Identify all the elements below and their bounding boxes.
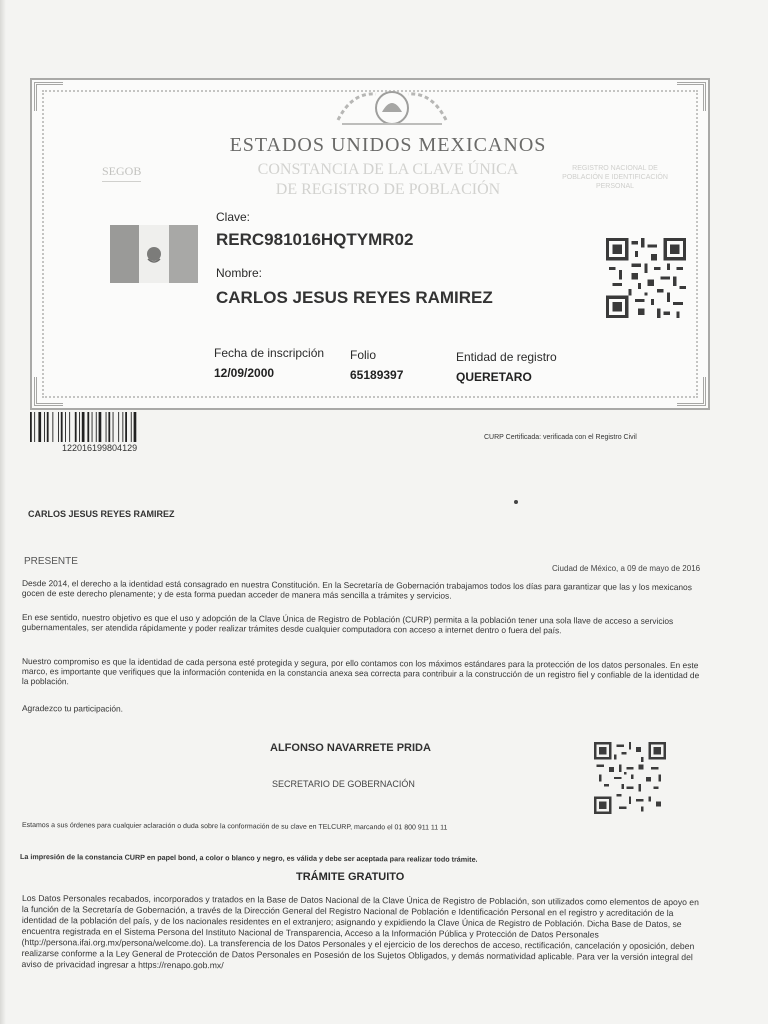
country-title: ESTADOS UNIDOS MEXICANOS (229, 134, 547, 156)
curp-certificate (30, 78, 710, 410)
barcode-bar (79, 412, 80, 442)
barcode-bar (134, 412, 137, 442)
barcode (30, 412, 170, 442)
barcode-bar (30, 412, 32, 442)
barcode-bar (87, 412, 89, 442)
date-line: Ciudad de México, a 09 de mayo de 2016 (552, 564, 701, 573)
nombre-value: CARLOS JESUS REYES RAMIREZ (216, 288, 493, 307)
subtitle-line: CONSTANCIA DE LA CLAVE ÚNICA (257, 161, 519, 178)
salutation: PRESENTE (24, 556, 78, 567)
frame-corner-ornament (34, 377, 63, 406)
clave-value: RERC981016HQTYMR02 (216, 230, 414, 249)
barcode-bar (44, 412, 45, 442)
barcode-bar (99, 412, 102, 442)
scan-speck (514, 500, 518, 504)
barcode-bar (108, 412, 110, 442)
signer-title: SECRETARIO DE GOBERNACIÓN (272, 779, 415, 789)
barcode-bar (69, 412, 70, 442)
fecha-label: Fecha de inscripción (214, 346, 325, 360)
letter-paragraph: Desde 2014, el derecho a la identidad está consagrado en nuestra Constitución. En la Secretaría de Gobernación trabajamos todos los días para garantizar que las y los mexicanos gocen de este derecho plenamente; y de esta forma puedan acceder de manera más sencilla a trámites y servicios. (21, 578, 692, 601)
barcode-bar (47, 412, 49, 442)
barcode-bar (61, 412, 63, 442)
barcode-bar (75, 412, 77, 442)
free-procedure-heading: TRÁMITE GRATUITO (296, 871, 405, 883)
privacy-notice-paragraph: Los Datos Personales recabados, incorporados y tratados en la Base de Datos Nacional de la Clave Única de Registro de Población, son utilizados como elementos de apoyo en la función de la Secretaría de Gobernación, a través de la Dirección General del Registro Nacional de Población e Identificación Personal en el registro y acreditación de la identidad de la población del país, y de los nacionales residentes en el extranjero; asignando y expidiendo la Clave Única de Registro de Población. Dicha Base de Datos, se encuentra registrada en el Sistema Persona del Instituto Nacional de Transparencia, Acceso a la Información Pública y Protección de Datos Personales (http://persona.ifai.org.mx/persona/welcome.do). La transferencia de los Datos Personales y el ejercicio de los derechos de acceso, rectificación, cancelación y oposición, deben realizarse conforme a la Ley General de Protección de Datos Personales en Posesión de los Sujetos Obligados, y demás normatividad aplicable. Para ver la versión integral del aviso de privacidad ingresar a https://renapo.gob.mx/ (21, 893, 699, 971)
barcode-bar (118, 412, 119, 442)
barcode-bar (131, 412, 132, 442)
barcode-bar (125, 412, 127, 442)
letter-paragraph: Nuestro compromiso es que la identidad de cada persona esté protegida y segura, por ello contamos con los máximos estándares para la protección de los datos personales. En este marco, es importante que verifiques que la información contenida en la constancia anexa sea correcta para contribuir a la construcción de un registro fiel y confiable de la identidad de la población. (21, 656, 700, 687)
recipient-name: CARLOS JESUS REYES RAMIREZ (28, 509, 175, 519)
entidad-label: Entidad de registro (456, 350, 557, 364)
mexican-flag-icon (110, 225, 198, 283)
fecha-value: 12/09/2000 (214, 366, 275, 380)
barcode-bar (122, 412, 123, 442)
letter-paragraph: En ese sentido, nuestro objetivo es que el uso y adopción de la Clave Única de Registro de Población (CURP) permita a la población tener una sola llave de acceso a servicios gubernamentales, ser atendida rápidamente y poder realizar trámites desde cualquier computadora con acceso a internet dentro o fuera del país. (21, 612, 674, 636)
certificate-qr-code (606, 238, 686, 318)
registry-watermark: REGISTRO NACIONAL DE POBLACIÓN E IDENTIFICACIÓN PERSONAL (562, 165, 668, 190)
barcode-bar (38, 412, 41, 442)
letter-closing: Agradezco tu participación. (21, 703, 124, 714)
frame-corner-ornament (34, 82, 63, 111)
barcode-bar (96, 412, 97, 442)
nombre-label: Nombre: (216, 266, 263, 280)
agency-watermark: SEGOB (102, 164, 141, 182)
folio-label: Folio (350, 348, 377, 362)
entidad-value: QUERETARO (456, 370, 532, 384)
national-emblem-icon (332, 84, 452, 128)
frame-corner-ornament (677, 82, 706, 111)
barcode-number: 122016199804129 (62, 443, 138, 453)
folio-value: 65189397 (350, 368, 404, 382)
frame-corner-ornament (677, 377, 706, 406)
barcode-bar (58, 412, 59, 442)
document-subtitle (218, 160, 558, 200)
telcurp-contact-line: Estamos a sus órdenes para cualquier aclaración o duda sobre la conformación de su clave en TELCURP, marcando el 01 800 911 11 11 (21, 822, 448, 832)
signer-name: ALFONSO NAVARRETE PRIDA (270, 742, 431, 754)
barcode-bar (65, 412, 66, 442)
barcode-bar (52, 412, 53, 442)
barcode-bar (82, 412, 85, 442)
curp-certified-note: CURP Certificada: verificada con el Registro Civil (484, 434, 637, 441)
clave-label: Clave: (216, 210, 251, 224)
barcode-bar (92, 412, 93, 442)
paper-edge-shadow (0, 0, 6, 1024)
barcode-bar (106, 412, 107, 442)
printing-validity-note: La impresión de la constancia CURP en papel bond, a color o blanco y negro, es válida y debe ser aceptada para realizar todo trámite. (19, 852, 478, 864)
subtitle-line: DE REGISTRO DE POBLACIÓN (275, 181, 501, 198)
barcode-bar (113, 412, 114, 442)
barcode-bar (34, 412, 35, 442)
letter-qr-code (594, 742, 666, 814)
